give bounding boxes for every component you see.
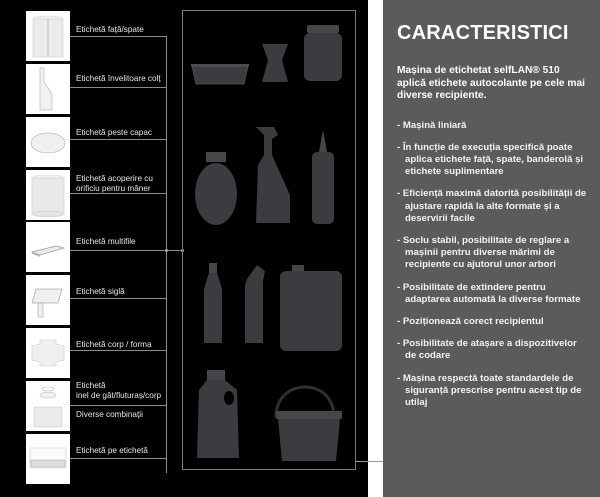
panel-intro: Mașina de etichetat selfLAN® 510 aplică etichete autocolante pe cele mai diverse recipiente.	[397, 65, 585, 101]
connector-2	[70, 87, 167, 88]
seal-label-icon	[26, 275, 70, 325]
label-shaped-body: Etichetă corp / forma	[76, 340, 152, 349]
corner-wrap-label-icon	[26, 64, 70, 114]
thumb-corner-wrap	[26, 64, 70, 114]
thumb-label-on-label	[26, 434, 70, 484]
panel-title: CARACTERISTICI	[397, 22, 569, 44]
feature-item: - Mașina respectă toate standardele de siguranță prescrise pentru acest tip de utilaj	[397, 372, 582, 408]
product-jerrycan	[278, 265, 344, 353]
label-combinations: Diverse combinații	[76, 410, 143, 419]
features-panel	[383, 0, 600, 497]
product-handle-jug	[195, 370, 241, 460]
product-spray-bottle	[252, 125, 294, 225]
label-front-back: Etichetă față/spate	[76, 25, 144, 34]
label-neck-ring-1: Etichetă	[76, 381, 106, 390]
connector-3	[70, 139, 167, 140]
connector-6	[70, 298, 167, 299]
neck-ring-combo-label-icon	[26, 381, 70, 431]
product-bucket	[262, 377, 348, 463]
junction-dot	[165, 249, 168, 252]
cylinder-split-label-icon	[26, 11, 70, 61]
feature-item: - Soclu stabil, posibilitate de reglare a mașinii pentru diverse mărimi de recipiente cu ajutorul unor arbori	[397, 234, 570, 271]
product-angled-neck-bottle	[243, 265, 265, 345]
product-oval-bottle	[194, 152, 238, 226]
lid-label-icon	[26, 117, 70, 167]
feature-item: - Poziționează corect recipientul	[397, 315, 544, 327]
thumb-shaped-body	[26, 328, 70, 378]
connector-4	[70, 193, 167, 194]
shaped-body-label-icon	[26, 328, 70, 378]
connector-7	[70, 350, 167, 351]
label-seal: Etichetă siglă	[76, 287, 125, 296]
connector-9	[70, 458, 167, 459]
product-tray	[190, 62, 250, 88]
panel-connector-line	[356, 461, 384, 462]
feature-item: - Eficiență maximă datorită posibilității de ajustare rapidă la alte formate și a deservirii facile	[397, 188, 587, 224]
thumb-neck-ring	[26, 381, 70, 431]
product-pet-bottle	[202, 263, 224, 345]
thumb-front-back	[26, 11, 70, 61]
product-nozzle-bottle	[309, 130, 337, 225]
thumb-seal	[26, 275, 70, 325]
feature-item: - Posibilitate de extindere pentru adaptarea automată la diverse formate	[397, 281, 581, 305]
feature-list	[397, 120, 588, 410]
connector-1	[70, 36, 167, 37]
thumb-handle-hole	[26, 170, 70, 220]
label-corner-wrap: Etichetă învelitoare colț	[76, 74, 161, 83]
product-hourglass-container	[260, 42, 290, 84]
thumb-lid	[26, 117, 70, 167]
feature-item: - Posibilitate de atașare a dispozitivelor de codare	[397, 338, 577, 362]
divider-strip	[368, 0, 383, 497]
label-handle-hole-1: Etichetă acoperire cu	[76, 174, 153, 183]
label-neck-ring-2: inel de gât/fluturaș/corp	[76, 391, 162, 400]
label-lid: Etichetă peste capac	[76, 128, 153, 137]
connector-vline-b	[166, 140, 167, 473]
label-on-label: Etichetă pe etichetă	[76, 446, 148, 455]
multilayer-label-icon	[26, 222, 70, 272]
product-jar	[303, 25, 343, 83]
label-multilayer: Etichetă multifile	[76, 237, 136, 246]
handle-hole-label-icon	[26, 170, 70, 220]
label-on-label-icon	[26, 434, 70, 484]
thumb-multilayer	[26, 222, 70, 272]
feature-item: - În funcție de execuția specifică poate aplica etichete față, spate, banderolă și etichete suplimentare	[397, 141, 584, 178]
feature-item: - Mașină liniară	[397, 119, 467, 131]
label-handle-hole-2: orificiu pentru mâner	[76, 184, 151, 193]
connector-vline-a	[166, 36, 167, 140]
connector-8	[70, 405, 167, 406]
